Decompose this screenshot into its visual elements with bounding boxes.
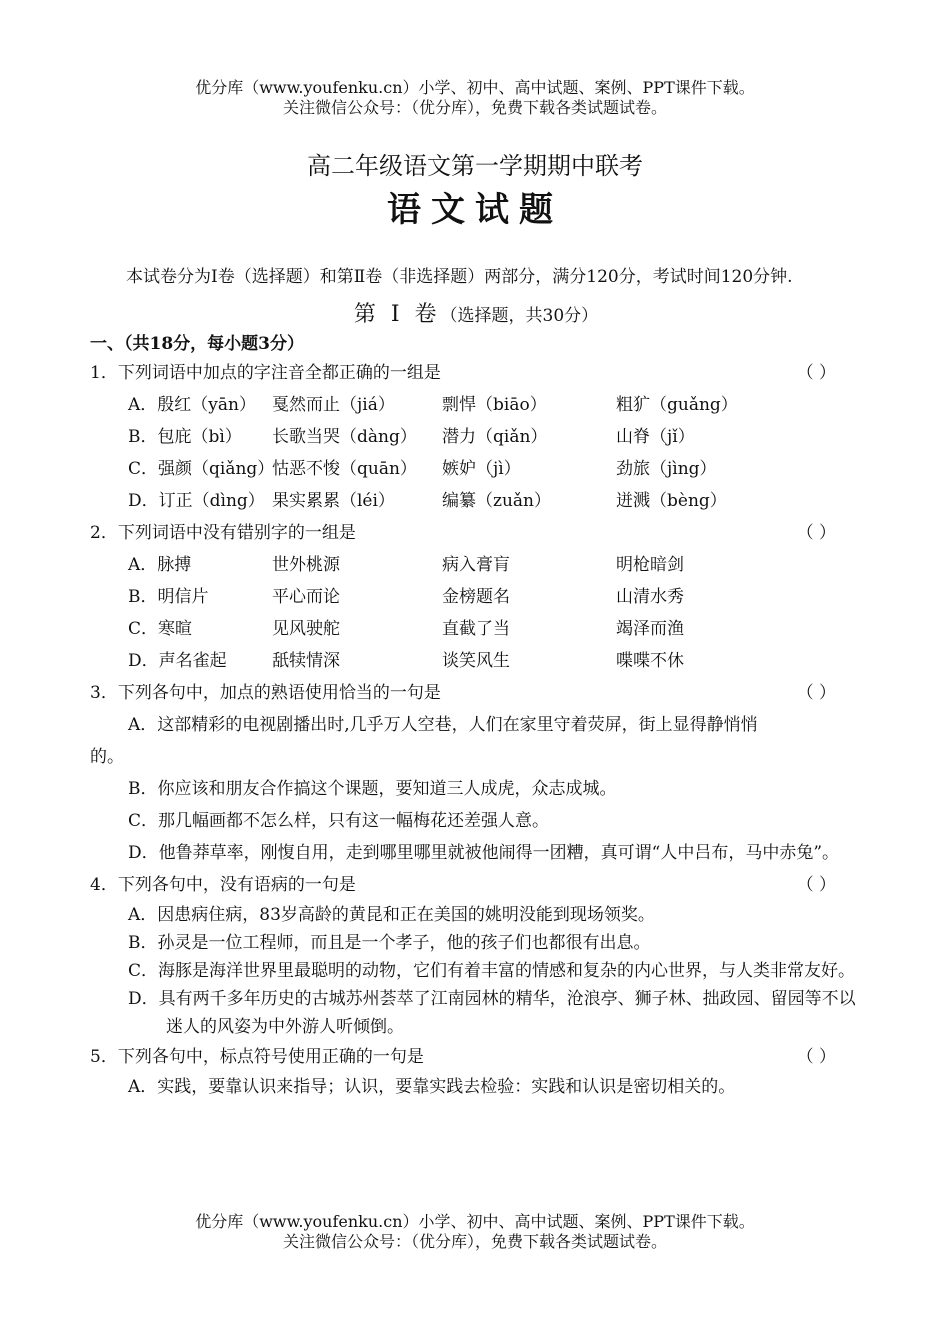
option-cell: 劲旅（jìng） [616,459,717,479]
banner-line-1: 优分库（www.youfenku.cn）小学、初中、高中试题、案例、PPT课件下载。 [195,78,755,97]
question-stem: 2．下列词语中没有错别字的一组是 [90,523,356,543]
option-cell: D．声名雀起 [128,651,227,671]
option-cell: B．包庇（bì） [128,427,242,447]
option-cell: 平心而论 [272,587,340,607]
option-cell: C．强颜（qiǎng） [128,459,275,479]
option-cell: 果实累累（léi） [272,491,395,511]
option-cell: 直截了当 [442,619,510,639]
option-b: B．孙灵是一位工程师，而且是一个孝子，他的孩子们也都很有出息。 [128,933,651,953]
option-row [90,389,862,421]
question-4 [90,869,862,901]
option-cell: 嫉妒（jì） [442,459,521,479]
option-cell: 舐犊情深 [272,651,340,671]
option-cell: 谈笑风生 [442,651,510,671]
option-b: B．你应该和朋友合作搞这个课题，要知道三人成虎，众志成城。 [128,779,617,799]
option-cell: 粗犷（guǎng） [616,395,738,415]
exam-subtitle: 高二年级语文第一学期期中联考 [307,152,643,180]
question-3 [90,677,862,709]
option-cell: 编纂（zuǎn） [442,491,551,511]
option-a-continued: 的。 [90,747,124,767]
volume-heading [90,300,862,331]
option-cell: 迸溅（bèng） [616,491,727,511]
option-cell: 长歌当哭（dàng） [272,427,417,447]
intro-paragraph: 本试卷分为Ⅰ卷（选择题）和第Ⅱ卷（非选择题）两部分，满分120分，考试时间120分钟. [126,267,793,287]
option-cell: 病入膏肓 [442,555,510,575]
option-cell: 明枪暗剑 [616,555,684,575]
volume-note: （选择题，共30分） [440,306,599,326]
question-stem: 1．下列词语中加点的字注音全都正确的一组是 [90,363,441,383]
option-row [90,645,862,677]
option-cell: 戛然而止（jiá） [272,395,395,415]
header-banner [0,78,950,118]
option-d-text: D．具有两千多年历史的古城苏州荟萃了江南园林的精华，沧浪亭、狮子林、拙政园、留园等不以迷人的风姿为中外游人听倾倒。 [128,989,856,1037]
option-cell: 见风驶舵 [272,619,340,639]
option-cell: 剽悍（biāo） [442,395,547,415]
option-d [90,985,862,1041]
question-2 [90,517,862,549]
option-cell: 山清水秀 [616,587,684,607]
question-1 [90,357,862,389]
option-a: A．实践，要靠认识来指导；认识，要靠实践去检验：实践和认识是密切相关的。 [128,1077,736,1097]
option-d-text: D．他鲁莽草率，刚愎自用，走到哪里哪里就被他闹得一团糟，真可谓“人中吕布，马中赤兔”。 [128,843,840,863]
option-cell: 怙恶不悛（quān） [272,459,417,479]
option-c: C．那几幅画都不怎么样，只有这一幅梅花还差强人意。 [128,811,550,831]
option-row [90,581,862,613]
answer-blank: （ ） [796,363,836,383]
option-cell: 金榜题名 [442,587,510,607]
option-cell: C．寒暄 [128,619,193,639]
option-c-text: C．海豚是海洋世界里最聪明的动物，它们有着丰富的情感和复杂的内心世界，与人类非常友好。 [128,961,856,981]
option-cell: B．明信片 [128,587,209,607]
option-a: A．这部精彩的电视剧播出时,几乎万人空巷，人们在家里守着荧屏，街上显得静悄悄 [128,715,758,735]
question-stem: 3．下列各句中，加点的熟语使用恰当的一句是 [90,683,441,703]
option-row [90,485,862,517]
footer-banner [0,1212,950,1252]
option-cell: 山脊（jǐ） [616,427,695,447]
option-d [90,837,862,869]
volume-label: 第 Ⅰ 卷 [353,302,441,327]
answer-blank: （ ） [796,875,836,895]
question-5 [90,1041,862,1073]
question-stem: 4．下列各句中，没有语病的一句是 [90,875,356,895]
option-cell: A．殷红（yān） [128,395,256,415]
option-row [90,549,862,581]
option-cell: D．订正（dìng） [128,491,265,511]
answer-blank: （ ） [796,683,836,703]
option-c [90,957,862,985]
exam-title: 语文试题 [387,190,563,230]
option-cell: 喋喋不休 [616,651,684,671]
option-a: A．因患病住病，83岁高龄的黄昆和正在美国的姚明没能到现场领奖。 [128,905,655,925]
banner-line-1: 优分库（www.youfenku.cn）小学、初中、高中试题、案例、PPT课件下载。 [195,1212,755,1231]
option-row [90,453,862,485]
section-heading: 一、（共18分，每小题3分） [90,334,304,354]
option-cell: 世外桃源 [272,555,340,575]
option-cell: 竭泽而渔 [616,619,684,639]
answer-blank: （ ） [796,1047,836,1067]
banner-line-2: 关注微信公众号：（优分库），免费下载各类试题试卷。 [282,1232,667,1251]
option-row [90,613,862,645]
option-cell: 潜力（qiǎn） [442,427,548,447]
exam-body [90,262,862,1101]
banner-line-2: 关注微信公众号：（优分库），免费下载各类试题试卷。 [282,98,667,117]
question-stem: 5．下列各句中，标点符号使用正确的一句是 [90,1047,424,1067]
option-cell: A．脉搏 [128,555,192,575]
answer-blank: （ ） [796,523,836,543]
option-row [90,421,862,453]
